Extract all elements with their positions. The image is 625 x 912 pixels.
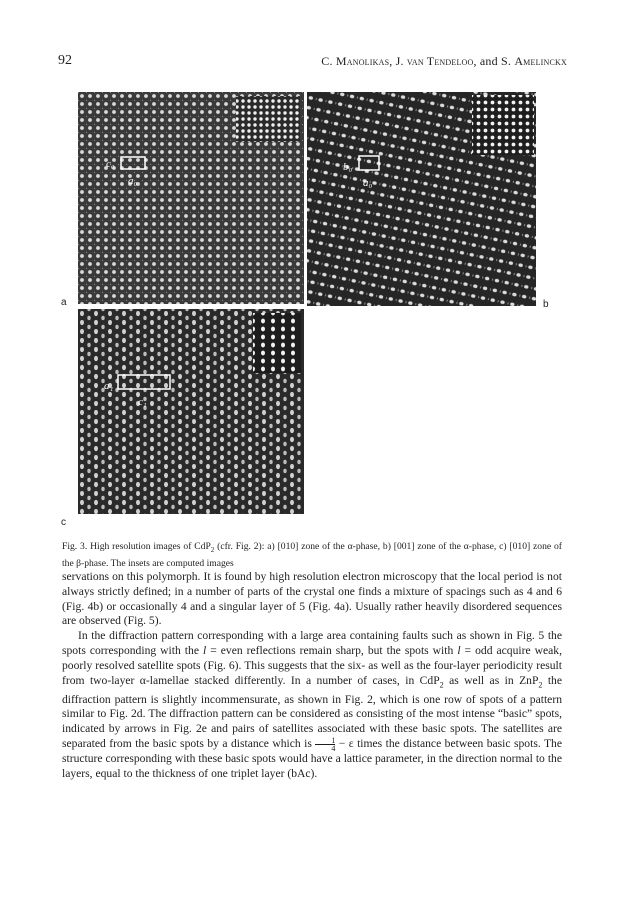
p2-text-b: = even reflections remain sharp, but the spots with [206, 643, 458, 657]
micrograph-panel-b [307, 92, 536, 306]
label-a0-b: a₀ [363, 177, 373, 189]
authors-prefix: C. [321, 54, 336, 68]
micrograph-a-image [78, 92, 304, 304]
label-c1: c₁ [138, 396, 147, 408]
p2-sub-1: 2 [439, 679, 444, 689]
micrograph-panel-a [78, 92, 304, 304]
caption-text-2: (cfr. Fig. 2): a) [010] zone of the α-phase, b) [001] zone of the α-phase, c) [010] zone of the β-phase. The insets are computed images [62, 541, 562, 570]
authors-separator-1: , J. [389, 54, 407, 68]
paragraph-2 [62, 629, 562, 781]
computed-inset-c [253, 313, 301, 373]
computed-inset-b [472, 95, 534, 155]
caption-subscript: 2 [210, 545, 215, 554]
label-a1: a₁ [104, 380, 114, 392]
p2-sub-2: 2 [538, 679, 543, 689]
p2-text-c: = odd acquire weak, poorly resolved satellite spots (Fig. 6). This suggests that the six- as well as the four-layer periodicity result from two-layer α-lamellae stacked differently. In a number of cases, in CdP [62, 643, 562, 687]
p2-l-symbol-2: l [457, 643, 461, 657]
authors-separator-2: , and S. [473, 54, 515, 68]
p2-text-a: In the diffraction pattern corresponding with a large area containing faults such as shown in Fig. 5 the spots corresponding with the [62, 629, 562, 657]
computed-inset-a [236, 96, 300, 142]
micrograph-b-image [307, 92, 536, 306]
fraction-one-quarter [315, 737, 335, 752]
label-a0: a₀ [128, 175, 138, 187]
author-amelinckx: Amelinckx [514, 54, 567, 68]
author-manolikas: Manolikas [335, 54, 390, 68]
p2-text-d: as well as in ZnP [443, 673, 539, 687]
panel-label-a: a [61, 297, 67, 308]
panel-label-c: c [61, 517, 66, 528]
paragraph-1: servations on this polymorph. It is found by high resolution electron microscopy that the local period is not always strictly defined; in a number of parts of the crystal one finds a mixture of spacings such as 4 and 6 (Fig. 4b) or occasionally 4 and a singular layer of 5 (Fig. 4a). Usually rather heavily disordered sequences are observed (Fig. 5). [62, 570, 562, 628]
micrograph-c-image [78, 309, 304, 514]
p2-l-symbol-1: l [202, 643, 207, 657]
p2-text-e: the diffraction pattern is slightly incommensurate, as shown in Fig. 2, which is one row of spots of a pattern similar to Fig. 2d. The diffraction pattern can be considered as consisting of the most intense “basic” spots, indicated by arrows in Fig. 2e and pairs of satellites associated with these basic spots. The satellites are separated from the basic spots by a distance which is [62, 673, 562, 751]
author-van-tendeloo: van Tendeloo [406, 54, 474, 68]
panel-label-b: b [543, 299, 549, 310]
caption-text-1: Fig. 3. High resolution images of CdP [62, 541, 211, 552]
body-text [62, 570, 562, 782]
page-number: 92 [58, 53, 72, 68]
p2-text-f: − ε times the distance between basic spots. The structure corresponding with these basic spots would have a lattice parameter, in the direction normal to the layers, equal to the thickness of one triplet layer (bAc). [62, 737, 562, 780]
label-c0: c₀ [106, 158, 115, 170]
fraction-denominator: 4 [331, 744, 336, 754]
micrograph-panel-c [78, 309, 304, 514]
running-head [321, 54, 567, 69]
fraction-numerator: 1 [315, 737, 335, 745]
figure-caption [62, 540, 562, 571]
label-b0: b₀ [343, 161, 353, 173]
